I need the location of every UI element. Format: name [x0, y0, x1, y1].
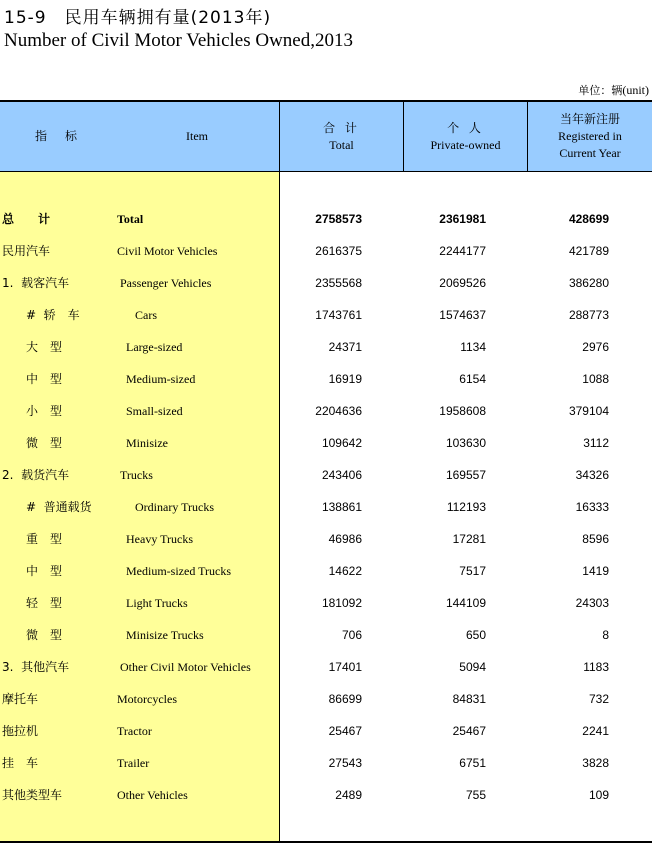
table-row: [0, 203, 652, 235]
row-label-cn: 重 型: [26, 532, 63, 546]
row-label-cn: 其他类型车: [2, 788, 63, 802]
row-label-en: Tractor: [117, 724, 152, 738]
cell-total: 27543: [328, 756, 362, 770]
row-label-en: Minisize Trucks: [126, 628, 204, 642]
cell-total: 2616375: [315, 244, 362, 258]
row-label-en: Trucks: [120, 468, 153, 482]
table-row: [0, 491, 652, 523]
cell-private: 112193: [446, 500, 486, 514]
cell-total: 17401: [328, 660, 362, 674]
row-label-cn: # 轿 车: [26, 308, 80, 322]
cell-new-registered: 8596: [582, 532, 609, 546]
cell-private: 7517: [459, 564, 486, 578]
divider: [527, 100, 528, 172]
row-label-en: Heavy Trucks: [126, 532, 194, 546]
cell-new-registered: 2241: [582, 724, 609, 738]
cell-new-registered: 2976: [582, 340, 609, 354]
row-label-cn: 挂 车: [2, 756, 39, 770]
table-row: [0, 587, 652, 619]
cell-private: 6154: [459, 372, 486, 386]
cell-private: 25467: [452, 724, 486, 738]
cell-private: 755: [465, 788, 486, 802]
vehicles-table: [0, 100, 652, 843]
row-label-en: Medium-sized: [126, 372, 196, 386]
row-label-cn: 1. 载客汽车: [2, 276, 70, 290]
cell-total: 109642: [321, 436, 362, 450]
cell-private: 5094: [459, 660, 486, 674]
table-row: [0, 363, 652, 395]
table-row: [0, 779, 652, 811]
cell-private: 144109: [445, 596, 486, 610]
row-label-cn: 摩托车: [2, 692, 39, 706]
cell-private: 84831: [452, 692, 486, 706]
table-row: [0, 619, 652, 651]
table-row: [0, 523, 652, 555]
cell-new-registered: 34326: [575, 468, 609, 482]
table-header: [0, 100, 652, 172]
cell-private: 2244177: [439, 244, 486, 258]
cell-total: 2204636: [315, 404, 362, 418]
row-label-en: Medium-sized Trucks: [126, 564, 231, 578]
cell-new-registered: 3112: [583, 436, 609, 450]
table-row: [0, 651, 652, 683]
cell-private: 1958608: [439, 404, 486, 418]
cell-total: 46986: [328, 532, 362, 546]
cell-total: 16919: [328, 372, 362, 386]
table-row: [0, 395, 652, 427]
cell-total: 25467: [328, 724, 362, 738]
row-label-en: Cars: [135, 308, 157, 322]
cell-total: 1743761: [315, 308, 362, 322]
header-new-registered: 当年新注册 Registered in Current Year: [558, 112, 622, 160]
cell-new-registered: 1419: [582, 564, 609, 578]
row-label-en: Other Vehicles: [117, 788, 188, 802]
header-item: Item: [186, 129, 208, 143]
unit-en: (unit): [622, 83, 649, 97]
cell-total: 2758573: [315, 212, 362, 226]
header-indicator: 指 标: [34, 129, 80, 143]
header-private: 个 人 Private-owned: [430, 120, 501, 152]
cell-new-registered: 3828: [582, 756, 609, 770]
row-label-cn: 3. 其他汽车: [2, 660, 70, 674]
divider: [403, 100, 404, 172]
cell-total: 706: [341, 628, 362, 642]
cell-new-registered: 1088: [582, 372, 609, 386]
row-label-cn: 小 型: [26, 404, 63, 418]
header-total: 合 计 Total: [323, 120, 360, 152]
cell-new-registered: 421789: [568, 244, 609, 258]
cell-new-registered: 1183: [583, 660, 609, 674]
row-label-en: Motorcycles: [117, 692, 177, 706]
table-title-en: Number of Civil Motor Vehicles Owned,2013: [4, 30, 353, 51]
row-label-en: Total: [117, 212, 144, 226]
cell-new-registered: 732: [588, 692, 609, 706]
cell-private: 1134: [460, 340, 486, 354]
table-row: [0, 267, 652, 299]
row-label-cn: 拖拉机: [2, 724, 39, 738]
cell-new-registered: 288773: [568, 308, 609, 322]
cell-new-registered: 16333: [575, 500, 609, 514]
row-label-en: Passenger Vehicles: [120, 276, 212, 290]
row-label-en: Small-sized: [126, 404, 183, 418]
row-label-cn: 总 计: [2, 212, 51, 226]
cell-private: 17281: [452, 532, 486, 546]
cell-total: 243406: [321, 468, 362, 482]
row-label-en: Large-sized: [126, 340, 183, 354]
cell-total: 138861: [321, 500, 362, 514]
row-label-cn: 2. 载货汽车: [2, 468, 70, 482]
row-label-cn: # 普通载货: [26, 500, 92, 514]
cell-new-registered: 109: [588, 788, 609, 802]
cell-private: 1574637: [439, 308, 486, 322]
table-row: [0, 555, 652, 587]
row-label-cn: 轻 型: [26, 596, 63, 610]
cell-total: 181092: [321, 596, 362, 610]
cell-new-registered: 379104: [568, 404, 609, 418]
table-bottom-rule: [0, 841, 652, 843]
cell-new-registered: 8: [602, 628, 609, 642]
table-row: [0, 715, 652, 747]
row-label-en: Minisize: [126, 436, 168, 450]
row-label-cn: 中 型: [26, 372, 63, 386]
table-row: [0, 427, 652, 459]
row-label-cn: 微 型: [26, 628, 63, 642]
row-label-cn: 大 型: [26, 340, 63, 354]
table-row: [0, 331, 652, 363]
row-label-cn: 民用汽车: [2, 244, 51, 258]
cell-total: 2355568: [315, 276, 362, 290]
table-row: [0, 459, 652, 491]
table-row: [0, 235, 652, 267]
cell-new-registered: 386280: [568, 276, 609, 290]
table-row: [0, 747, 652, 779]
table-row: [0, 299, 652, 331]
cell-total: 24371: [328, 340, 362, 354]
table-title-cn: 15-9 民用车辆拥有量(2013年): [4, 8, 272, 28]
cell-total: 86699: [328, 692, 362, 706]
row-label-en: Ordinary Trucks: [135, 500, 215, 514]
cell-private: 6751: [459, 756, 486, 770]
row-label-en: Civil Motor Vehicles: [117, 244, 218, 258]
row-label-en: Other Civil Motor Vehicles: [120, 660, 251, 674]
row-label-en: Light Trucks: [126, 596, 188, 610]
cell-total: 2489: [335, 788, 362, 802]
row-label-en: Trailer: [117, 756, 150, 770]
table-row: [0, 683, 652, 715]
cell-private: 2069526: [439, 276, 486, 290]
row-label-cn: 中 型: [26, 564, 63, 578]
unit-cn: 单位：辆: [578, 84, 623, 97]
cell-new-registered: 428699: [568, 212, 609, 226]
cell-private: 169557: [445, 468, 486, 482]
cell-private: 2361981: [439, 212, 486, 226]
cell-private: 103630: [445, 436, 486, 450]
cell-total: 14622: [328, 564, 362, 578]
row-label-cn: 微 型: [26, 436, 63, 450]
unit-note: [578, 82, 649, 98]
cell-private: 650: [465, 628, 486, 642]
cell-new-registered: 24303: [575, 596, 609, 610]
